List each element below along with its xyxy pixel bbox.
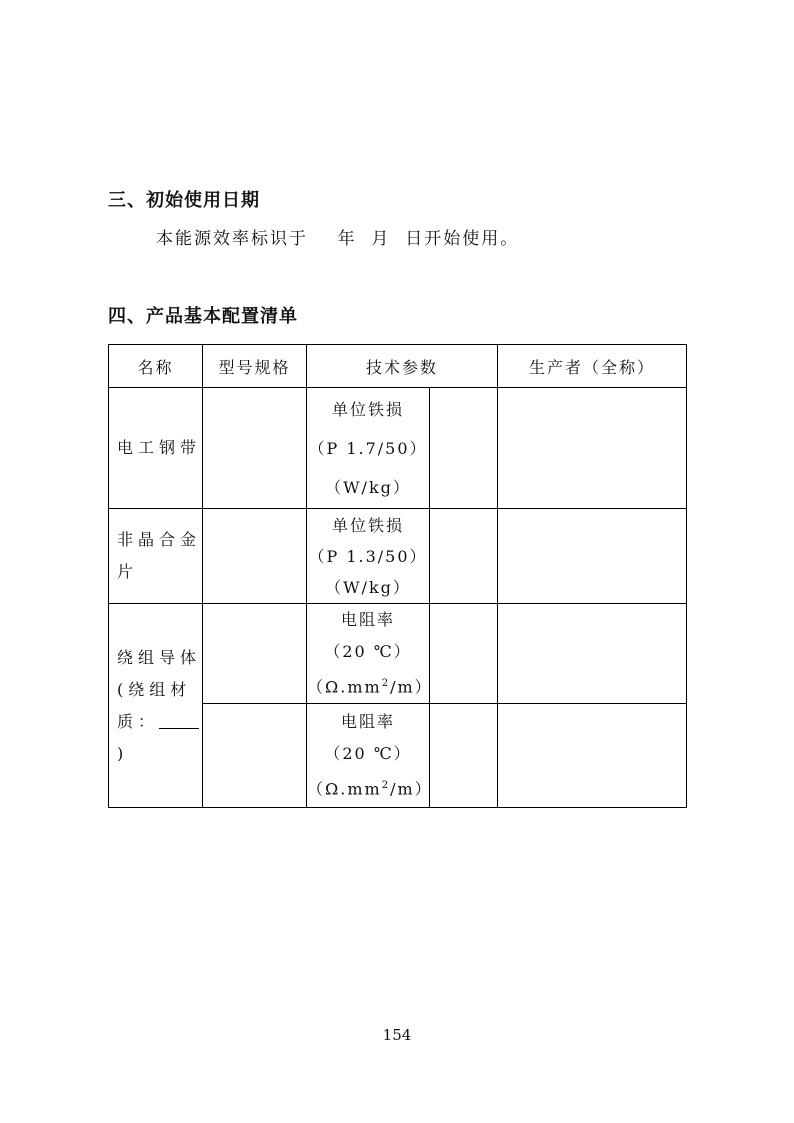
material-blank-field[interactable]	[159, 712, 199, 729]
param-line: （P 1.7/50）	[308, 438, 428, 458]
param-line: $(\Omega.mm^2/m)$	[307, 779, 433, 799]
param-line: 电阻率	[340, 610, 395, 629]
param-line: 单位铁损	[331, 515, 404, 535]
param-label-cell	[307, 388, 430, 509]
header-name: 名称	[109, 345, 203, 388]
table-header-row	[109, 345, 687, 388]
model-spec-cell[interactable]	[203, 388, 307, 509]
configuration-table	[108, 344, 687, 808]
manufacturer-cell[interactable]	[498, 388, 687, 509]
initial-use-date-text: 本能源效率标识于 年 月 日开始使用。	[156, 229, 520, 249]
name-line: 质：)	[117, 706, 202, 770]
param-label-cell	[307, 604, 433, 704]
manufacturer-cell[interactable]	[498, 509, 687, 604]
param-value-cell[interactable]	[430, 388, 498, 509]
row-name-electrical-steel: 电工钢带	[109, 388, 203, 509]
section-heading-initial-use-date: 三、初始使用日期	[108, 190, 260, 211]
section-heading-configuration-list: 四、产品基本配置清单	[108, 306, 298, 327]
model-spec-cell[interactable]	[203, 704, 307, 808]
param-line: 电阻率	[340, 712, 395, 732]
param-line: （P 1.3/50）	[308, 546, 428, 566]
param-value-cell[interactable]	[430, 704, 498, 808]
name-line: 绕组导体	[117, 647, 202, 667]
header-model-spec: 型号规格	[203, 345, 307, 388]
param-line: （20 ℃）	[324, 744, 412, 764]
header-manufacturer: 生产者（全称）	[498, 345, 687, 388]
param-label-cell	[307, 704, 433, 808]
manufacturer-cell[interactable]	[498, 604, 687, 704]
param-value-cell[interactable]	[430, 604, 498, 704]
header-tech-params: 技术参数	[307, 345, 498, 388]
table-row	[109, 388, 687, 509]
table-row	[109, 604, 687, 704]
param-line: （20 ℃）	[324, 642, 412, 661]
param-line: （W/kg）	[325, 577, 411, 597]
model-spec-cell[interactable]	[203, 604, 307, 704]
page-number: 154	[382, 1026, 412, 1044]
name-line: (绕组材	[117, 679, 192, 699]
row-name-winding-conductor	[109, 604, 203, 808]
manufacturer-cell[interactable]	[498, 704, 687, 808]
param-line: $(\Omega.mm^2/m)$	[307, 677, 433, 697]
model-spec-cell[interactable]	[203, 509, 307, 604]
param-label-cell	[307, 509, 430, 604]
param-line: （W/kg）	[325, 477, 411, 497]
param-value-cell[interactable]	[430, 509, 498, 604]
table-row	[109, 509, 687, 604]
param-line: 单位铁损	[331, 399, 404, 419]
row-name-amorphous-alloy: 非晶合金片	[109, 509, 203, 604]
